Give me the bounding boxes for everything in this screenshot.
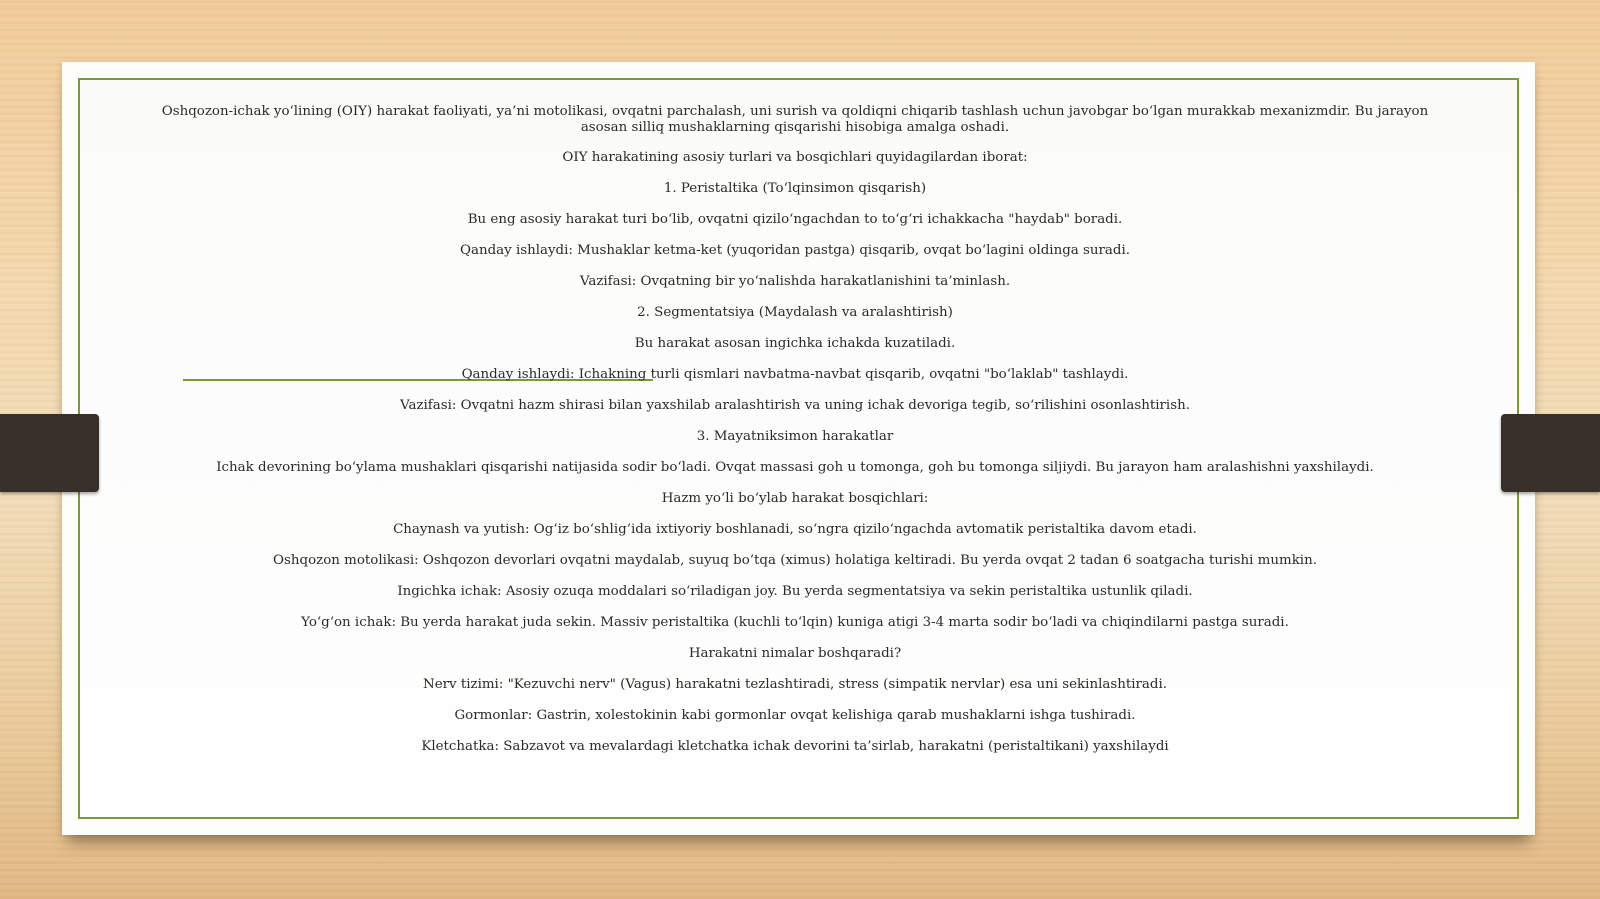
paragraph-stages-heading: Hazm yo‘li bo‘ylab harakat bosqichlari: [661, 491, 929, 506]
paragraph-yogon-ichak: Yo‘g‘on ichak: Bu yerda harakat juda sekin. Massiv peristaltika (kuchli to‘lqin) kuniga atigi 3-4 marta sodir bo‘ladi va chiqindilarni pastga suradi. [301, 615, 1289, 630]
paragraph-ingichka-ichak: Ingichka ichak: Asosiy ozuqa moddalari so‘riladigan joy. Bu yerda segmentatsiya va sekin peristaltika ustunlik qiladi. [397, 584, 1193, 599]
right-binder-clip [1501, 414, 1600, 492]
intro-paragraph: Oshqozon-ichak yo‘lining (OIY) harakat faoliyati, ya’ni motolikasi, ovqatni parchalash, uni surish va qoldiqni chiqarib tashlash uchun javobgar bo‘lgan murakkab mexanizmdir. Bu jarayon asosan silliq mushaklarning qisqarishi hisobiga amalga oshadi. [161, 104, 1429, 135]
paragraph-chaynash: Chaynash va yutish: Og‘iz bo‘shlig‘ida ixtiyoriy boshlanadi, so‘ngra qizilo‘ngachda avtomatik peristaltika davom etadi. [393, 522, 1197, 537]
paragraph-nerv: Nerv tizimi: "Kezuvchi nerv" (Vagus) harakatni tezlashtiradi, stress (simpatik nervlar) esa uni sekinlashtiradi. [422, 677, 1168, 692]
paragraph-mayatnik-title: 3. Mayatniksimon harakatlar [696, 429, 894, 444]
slide-text-body [140, 104, 1450, 770]
paragraph-kletchatka: Kletchatka: Sabzavot va mevalardagi kletchatka ichak devorini ta’sirlab, harakatni (peristaltikani) yaxshilaydi [421, 739, 1169, 754]
paragraph-mayatnik-desc: Ichak devorining bo‘ylama mushaklari qisqarishi natijasida sodir bo‘ladi. Ovqat massasi goh u tomonga, goh bu tomonga siljiydi. Bu jarayon ham aralashishni yaxshilaydi. [216, 460, 1374, 475]
paragraph-peristaltika-desc: Bu eng asosiy harakat turi bo‘lib, ovqatni qizilo‘ngachdan to to‘g‘ri ichakkacha "haydab" boradi. [467, 212, 1123, 227]
paragraph-segmentatsiya-how: Qanday ishlaydi: Ichakning turli qismlari navbatma-navbat qisqarib, ovqatni "bo‘laklab" tashlaydi. [461, 367, 1129, 382]
paragraph-types-heading: OIY harakatining asosiy turlari va bosqichlari quyidagilardan iborat: [562, 150, 1028, 165]
paragraph-segmentatsiya-desc: Bu harakat asosan ingichka ichakda kuzatiladi. [634, 336, 956, 351]
paragraph-segmentatsiya-title: 2. Segmentatsiya (Maydalash va aralashtirish) [637, 305, 953, 320]
paragraph-oshqozon: Oshqozon motolikasi: Oshqozon devorlari ovqatni maydalab, suyuq bo‘tqa (ximus) holatiga keltiradi. Bu yerda ovqat 2 tadan 6 soatgacha turishi mumkin. [273, 553, 1317, 568]
paragraph-gormonlar: Gormonlar: Gastrin, xolestokinin kabi gormonlar ovqat kelishiga qarab mushaklarni ishga tushiradi. [454, 708, 1136, 723]
paragraph-peristaltika-title: 1. Peristaltika (To‘lqinsimon qisqarish) [663, 181, 927, 196]
left-binder-clip [0, 414, 99, 492]
paragraph-control-heading: Harakatni nimalar boshqaradi? [688, 646, 902, 661]
paragraph-segmentatsiya-task: Vazifasi: Ovqatni hazm shirasi bilan yaxshilab aralashtirish va uning ichak devoriga tegib, so‘rilishini osonlashtirish. [400, 398, 1190, 413]
paragraph-peristaltika-how: Qanday ishlaydi: Mushaklar ketma-ket (yuqoridan pastga) qisqarib, ovqat bo‘lagini oldinga suradi. [459, 243, 1131, 258]
paragraph-peristaltika-task: Vazifasi: Ovqatning bir yo‘nalishda harakatlanishini ta’minlash. [579, 274, 1011, 289]
